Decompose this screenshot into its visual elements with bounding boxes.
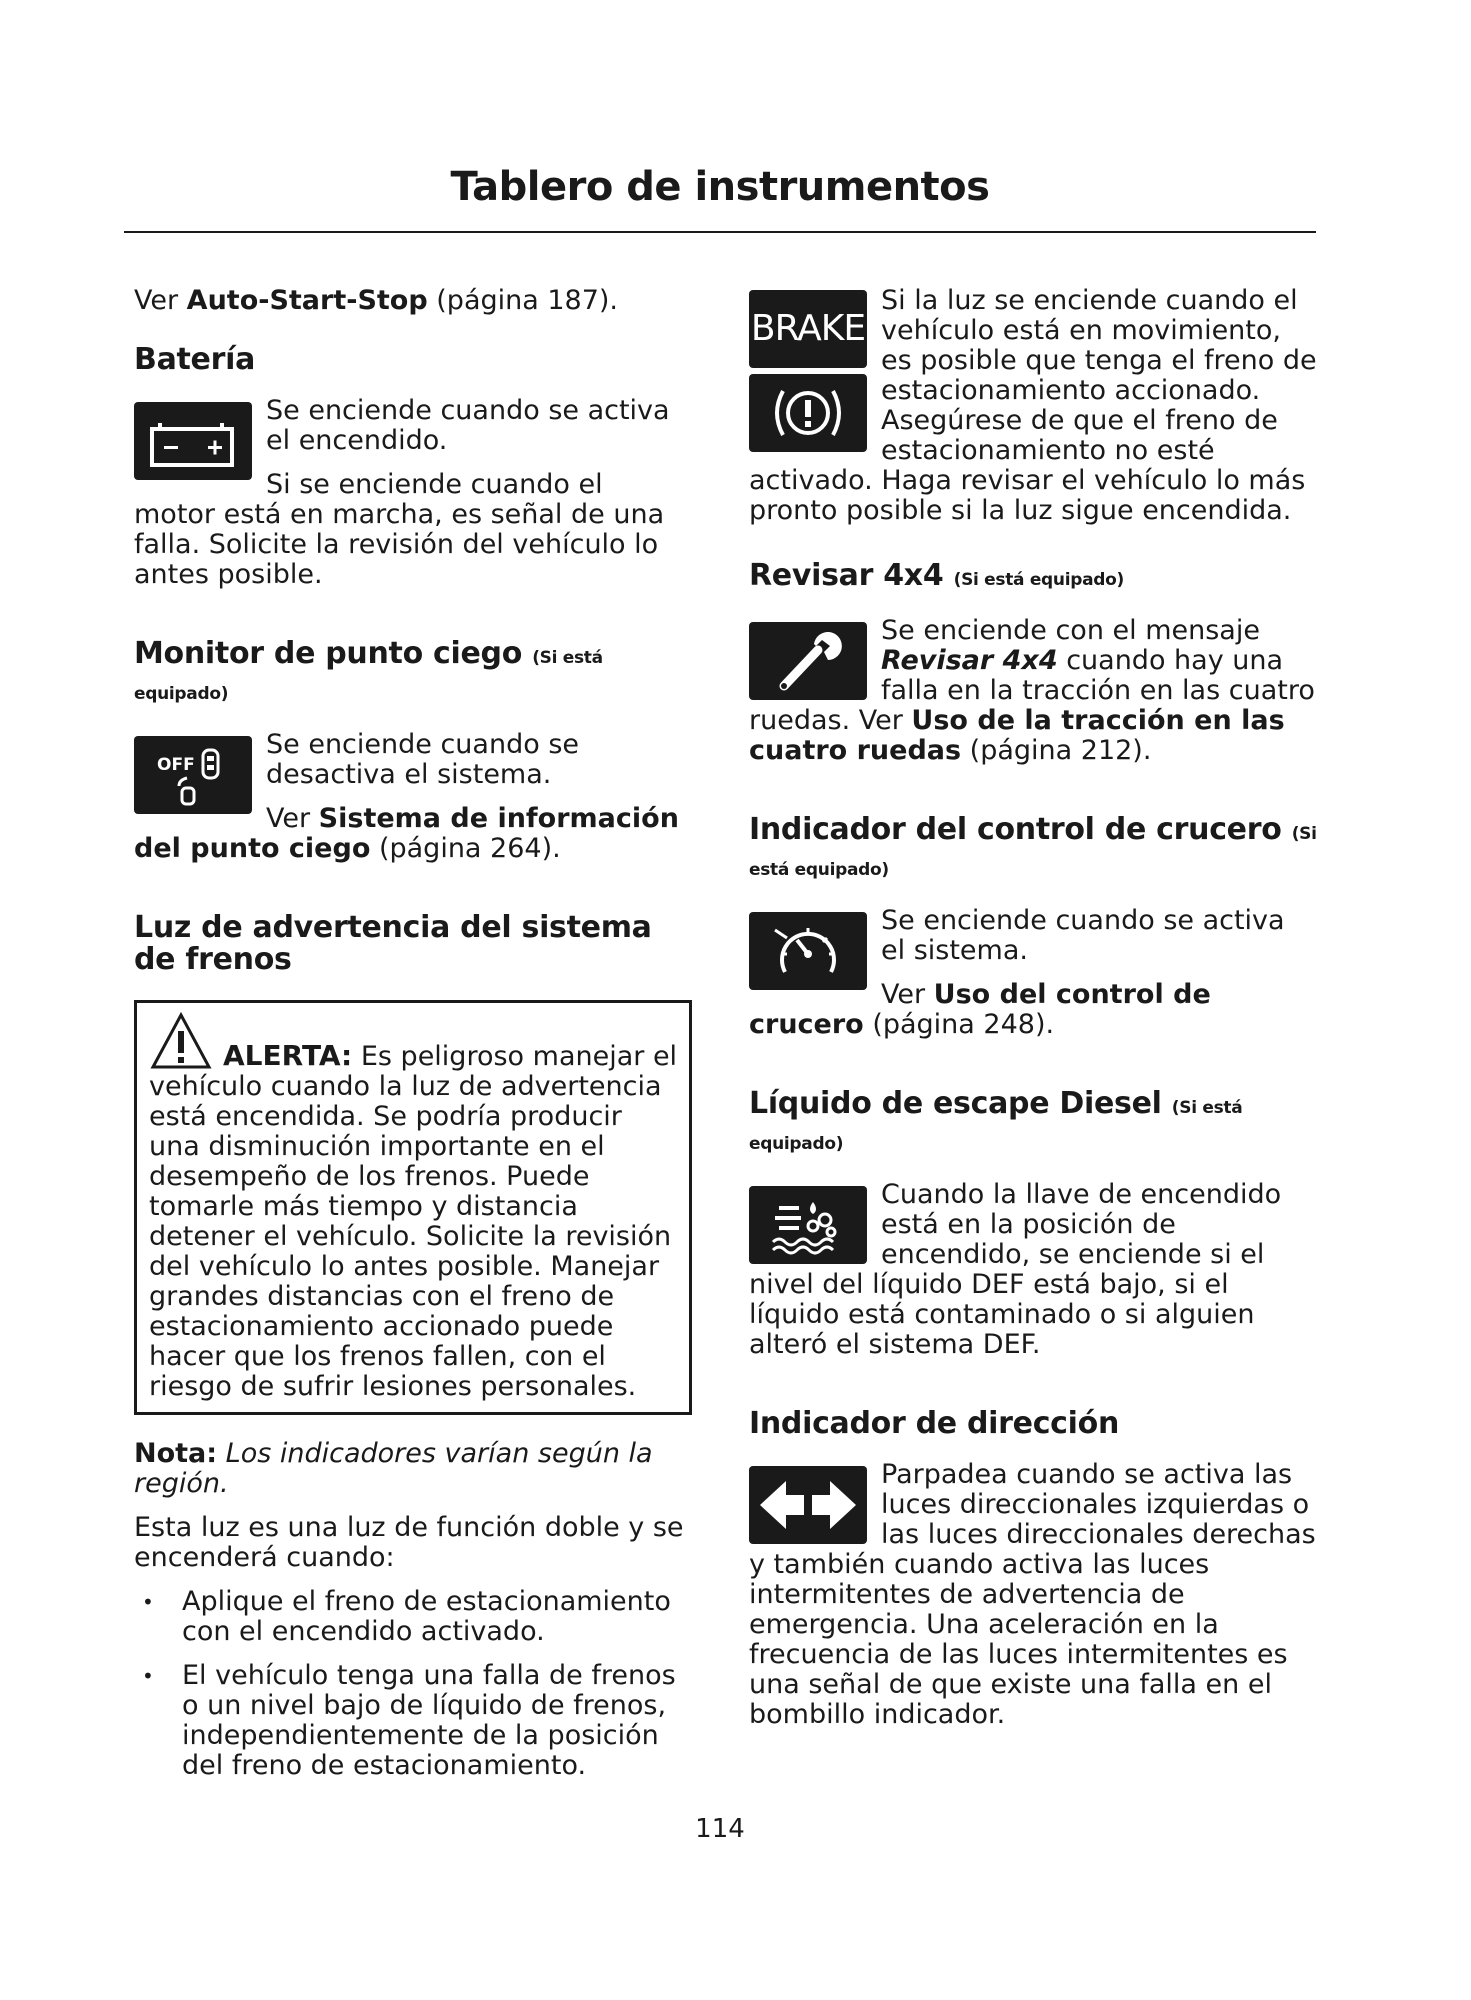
blind-spot-link[interactable]: Sistema de información del punto ciego [134,803,679,864]
turn-signal-heading: Indicador de dirección [749,1406,1120,1441]
battery-icon [134,402,252,480]
warning-triangle-icon [149,1011,213,1071]
alert-label: ALERTA: [223,1039,353,1072]
list-item: • Aplique el freno de estacionamiento con el encendido activado. [134,1587,692,1647]
check-4x4-heading: Revisar 4x4 (Si está equipado) [749,558,1125,593]
diesel-fluid-text: Cuando la llave de encendido está en la posición de encendido, se enciende si el nivel del líquido DEF está bajo, si el líquido está contaminado o si alguien alteró el sistema DEF. [749,1179,1282,1360]
turn-signal-icon [749,1466,867,1544]
title-divider [124,231,1316,233]
right-column [749,286,1317,1744]
cruise-control-link[interactable]: Uso del control de crucero [749,979,1211,1040]
cruise-control-text: Se enciende cuando se activa el sistema. [881,905,1285,966]
blind-spot-reference: Ver Sistema de información del punto ciego (página 264). [134,803,679,864]
turn-signal-text: Parpadea cuando se activa las luces direccionales izquierdas o las luces direccionales derechas y también cuando activa las luces intermitentes de advertencia de emergencia. Una aceleración en la frecuencia de las luces intermitentes es una señal de que existe una falla en el bombillo indicador. [749,1459,1316,1730]
blind-spot-text: Se enciende cuando se desactiva el sistema. [266,729,579,790]
page-number: 114 [695,1814,745,1844]
cruise-control-reference: Ver Uso del control de crucero (página 248). [749,979,1211,1040]
page-title: Tablero de instrumentos [450,164,990,210]
brake-text: Si la luz se enciende cuando el vehículo está en movimiento, es posible que tenga el freno de estacionamiento accionado. Asegúrese de que el freno de estacionamiento no esté activado. Haga revisar el vehículo lo más pronto posible si la luz sigue encendida. [749,285,1317,526]
note: Nota: Los indicadores varían según la región. [134,1438,653,1499]
autostart-link[interactable]: Auto-Start-Stop [186,285,428,316]
diesel-fluid-heading: Líquido de escape Diesel (Si está equipado) [749,1086,1243,1154]
list-item: • El vehículo tenga una falla de frenos o un nivel bajo de líquido de frenos, independientemente de la posición del freno de estacionamiento. [134,1661,692,1781]
brake-icons [749,290,867,452]
4x4-link[interactable]: Uso de la tracción en las cuatro ruedas [749,705,1285,766]
wrench-icon [749,622,867,700]
battery-heading: Batería [134,342,256,377]
check-4x4-text: Se enciende con el mensaje Revisar 4x4 cuando hay una falla en la tracción en las cuatro ruedas. Ver Uso de la tracción en las cuatro ruedas (página 212). [749,615,1315,766]
blind-spot-heading: Monitor de punto ciego (Si está equipado) [134,636,603,704]
alert-text: ALERTA: Es peligroso manejar el vehículo cuando la luz de advertencia está encendida. Se podría producir una disminución importante en el desempeño de los frenos. Puede tomarle más tiempo y distancia detener el vehículo. Solicite la revisión del vehículo lo antes posible. Manejar grandes distancias con el freno de estacionamiento accionado puede hacer que los frenos fallen, con el riesgo de sufrir lesiones personales. [149,1039,678,1402]
brake-warning-heading: Luz de advertencia del sistema de frenos [134,910,652,977]
brake-warning-icon [749,374,867,452]
dual-function-intro: Esta luz es una luz de función doble y se encenderá cuando: [134,1512,684,1573]
blind-spot-off-icon [134,736,252,814]
battery-text-2: Si se enciende cuando el motor está en marcha, es señal de una falla. Solicite la revisión del vehículo lo antes posible. [134,469,665,590]
bullet-list [134,1587,692,1781]
cruise-control-icon [749,912,867,990]
battery-text-1: Se enciende cuando se activa el encendido. [266,395,670,456]
cruise-control-heading: Indicador del control de crucero (Si está equipado) [749,812,1317,880]
def-fluid-icon [749,1186,867,1264]
brake-text-icon: BRAKE [749,290,867,368]
left-column [134,286,692,1795]
svg-text:OFF: OFF [157,755,195,775]
autostart-reference: Ver Auto-Start-Stop (página 187). [134,285,619,316]
alert-box [134,1000,692,1415]
